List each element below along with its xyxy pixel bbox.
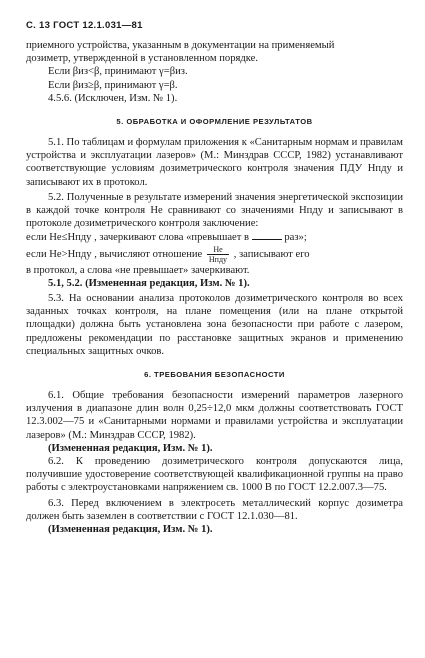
condition-line bbox=[26, 245, 403, 264]
edit-note: (Измененная редакция, Изм. № 1). bbox=[48, 524, 213, 536]
paragraph-6-3: 6.3. Перед включением в электросеть металлический корпус дозиметра должен быть заземлен в соответствии с ГОСТ 12.1.030—81. bbox=[26, 497, 403, 522]
rule-line: Если βиз<β, принимают γ=βиз. bbox=[48, 66, 188, 78]
section-heading: 6. ТРЕБОВАНИЯ БЕЗОПАСНОСТИ bbox=[144, 370, 285, 380]
condition-text: если He≤Hпду , зачеркивают слова «превышает в bbox=[26, 232, 250, 244]
intro-paragraph bbox=[26, 39, 403, 65]
edit-note: (Измененная редакция, Изм. № 1). bbox=[48, 442, 213, 454]
paragraph-5-1: 5.1. По таблицам и формулам приложения к «Санитарным нормам и правилам устройства и эксплуатации лазеров» (М.: Минздрав СССР, 1982) устанавливают соответствующие условиям дозиметрического контроля значения ПДУ Hпду и записывают их в протокол. bbox=[26, 137, 403, 188]
blank-field bbox=[252, 230, 282, 240]
intro-line: приемного устройства, указанным в документации на применяемый bbox=[26, 40, 335, 51]
intro-line: дозиметр, утвержденной в установленном порядке. bbox=[26, 53, 259, 65]
paragraph-6-1: 6.1. Общие требования безопасности измерений параметров лазерного излучения в диапазоне длин волн 0,25÷12,0 мкм должны соответствовать ГОСТ 12.3.002—75 и «Санитарными нормами и правилами устройства и эксплуатации лазеров» (М.: Минздрав СССР, 1982). bbox=[26, 390, 403, 441]
page-header: С. 13 ГОСТ 12.1.031—81 bbox=[26, 20, 143, 31]
condition-line: в протокол, а слова «не превышает» зачеркивают. bbox=[26, 264, 250, 276]
paragraph-5-2: 5.2. Полученные в результате измерений значения энергетической экспозиции в каждой точке контроля He сравнивают со значениями Hпду и записывают в протоколе дозиметрического контроля заключение: bbox=[26, 191, 403, 230]
condition-text: если He>Hпду , вычисляют отношение bbox=[26, 248, 203, 260]
condition-text: раз»; bbox=[284, 232, 307, 244]
section-heading: 5. ОБРАБОТКА И ОФОРМЛЕНИЕ РЕЗУЛЬТАТОВ bbox=[116, 117, 313, 127]
paragraph-6-2: 6.2. К проведению дозиметрического контроля допускаются лица, получившие удостоверение соответствующей квалификационной группы на право работы с электроустановками напряжением св. 1000 В по ГОСТ 12.2.007.3—75. bbox=[26, 456, 403, 494]
paragraph-5-3: 5.3. На основании анализа протоколов дозиметрического контроля во всех заданных точках контроля, на плане помещения (или на плане открытой площадки) должна быть установлена зона безопасности при работе с лазером, предложены рекомендации по расстановке защитных экранов и применению специальных защитных очков. bbox=[26, 293, 403, 357]
condition-line bbox=[26, 230, 403, 244]
rule-line: Если βиз≥β, принимают γ=β. bbox=[48, 79, 178, 91]
edit-note: 5.1, 5.2. (Измененная редакция, Изм. № 1). bbox=[48, 277, 250, 289]
fraction-numerator: He bbox=[207, 245, 229, 255]
excluded-item: 4.5.6. (Исключен, Изм. № 1). bbox=[48, 92, 178, 104]
fraction-denominator: Hпду bbox=[208, 254, 228, 264]
ratio-fraction bbox=[207, 245, 229, 264]
condition-text: , записывают его bbox=[233, 248, 310, 260]
